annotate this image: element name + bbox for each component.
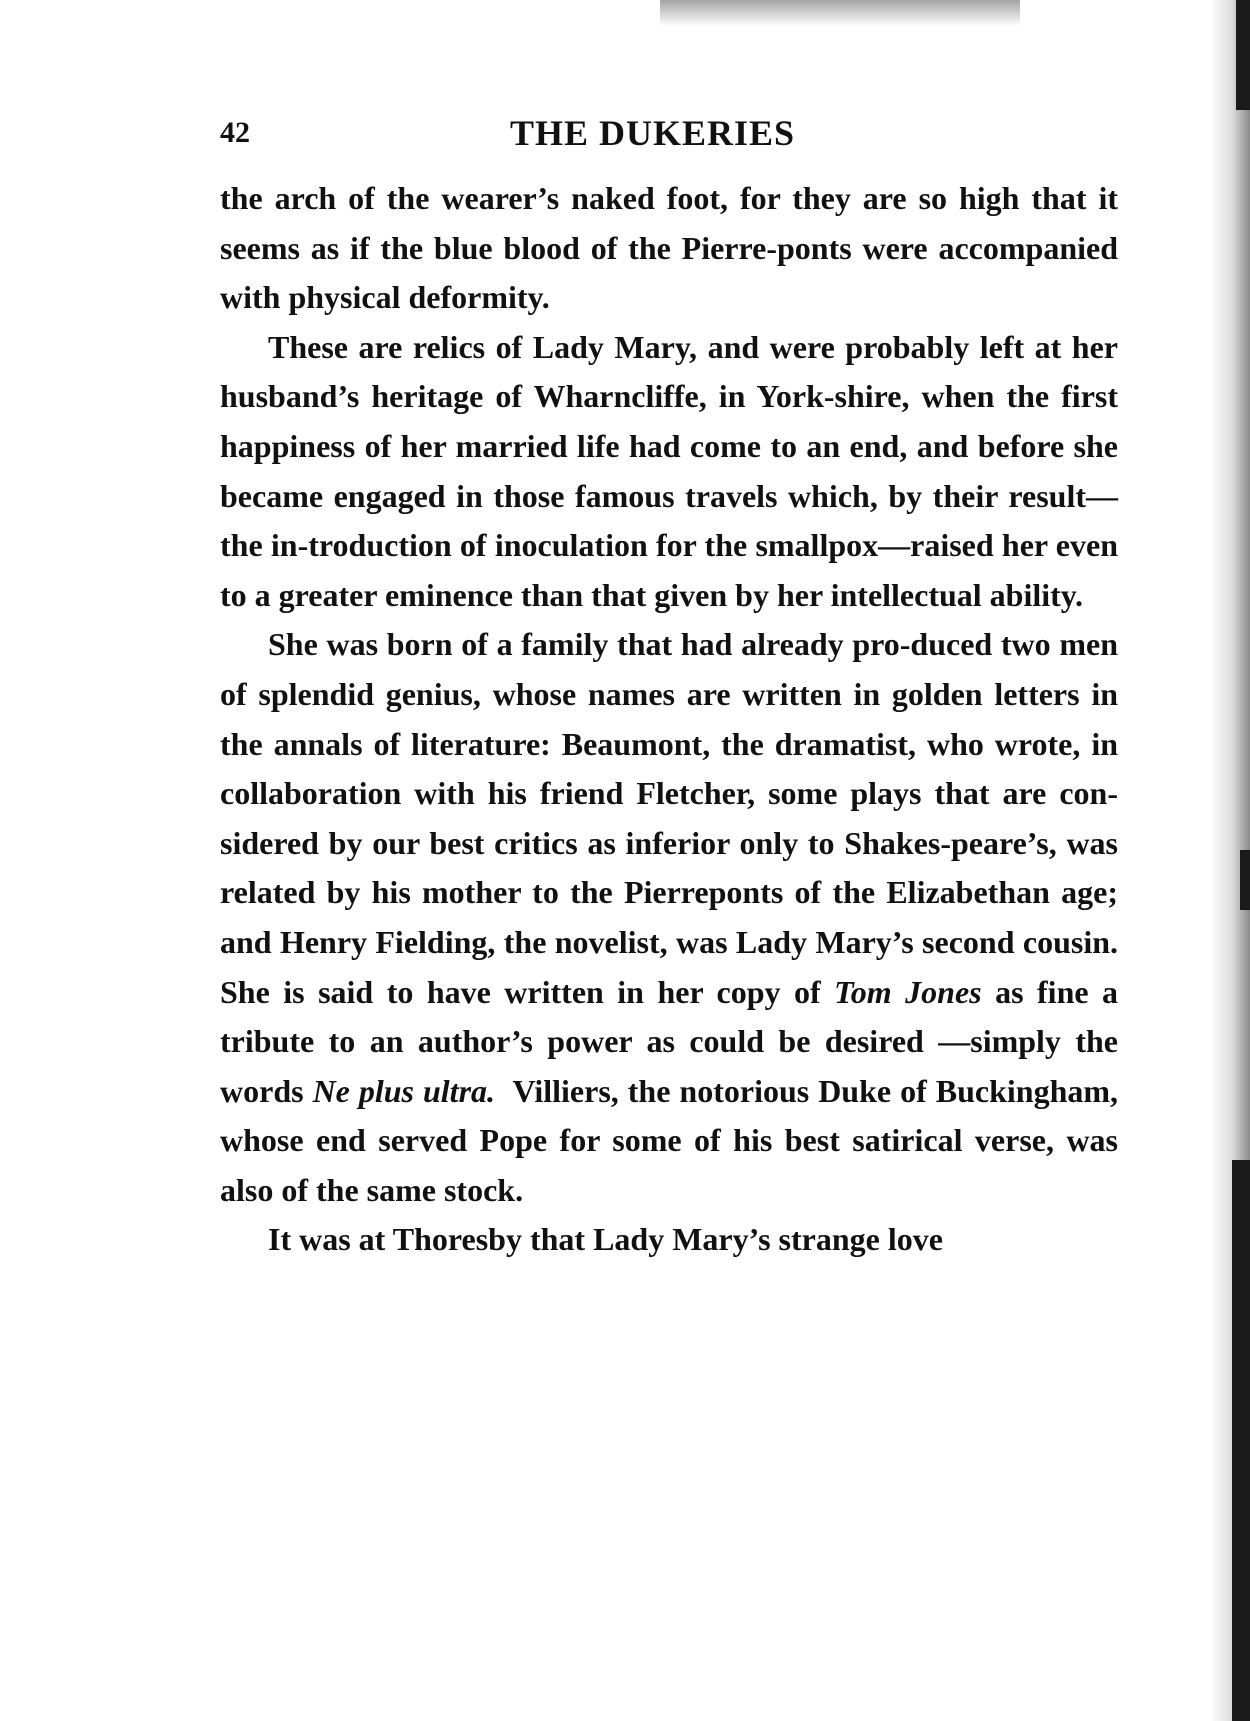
paragraph-2: These are relics of Lady Mary, and were probably left at her husband’s heritage of Wharncliffe, in York-shire, when the first happiness of her married life had come to an end, and before she became engaged in those famous travels which, by their result—the in-troduction of inoculation for the smallpox—raised her even to a greater eminence than that given by her intellectual ability. — [220, 328, 1118, 613]
binding-edge-top — [1236, 0, 1250, 110]
paragraph-3 — [220, 620, 1118, 1215]
binding-edge-bottom — [1232, 1160, 1250, 1721]
book-title-tom-jones: Tom Jones — [834, 973, 982, 1010]
body-text — [220, 174, 1118, 1265]
paragraph-3-part-c: Villiers, the notorious Duke of Buckingham, whose end served Pope for some of his best satirical verse, was also of the same stock. — [220, 1072, 1119, 1208]
paragraph-3-part-b: as fine a tribute to an author’s power as could be desired —simply the words — [220, 973, 1119, 1109]
paragraph-1: the arch of the wearer’s naked foot, for they are so high that it seems as if the blue blood of the Pierre-ponts were accompanied with physical deformity. — [220, 180, 1118, 316]
scan-smudge — [660, 0, 1020, 26]
paragraph-4: It was at Thoresby that Lady Mary’s strange love — [268, 1221, 943, 1258]
paragraph-3-part-a: She was born of a family that had already pro-duced two men of splendid genius, whose names are written in golden letters in the annals of literature: Beaumont, the dramatist, who wrote, in collaboration with his friend Fletcher, some plays that are con-sidered by our best critics as inferior only to Shakes-peare’s, was related by his mother to the Pierreponts of the Elizabethan age; and Henry Fielding, the novelist, was Lady Mary’s second cousin. She is said to have written in her copy of — [220, 626, 1118, 1010]
page-header — [220, 112, 1120, 162]
binding-edge-middle — [1240, 850, 1250, 910]
running-head: THE DUKERIES — [510, 113, 796, 153]
latin-phrase: Ne plus ultra. — [312, 1072, 496, 1109]
page-number: 42 — [220, 116, 250, 149]
